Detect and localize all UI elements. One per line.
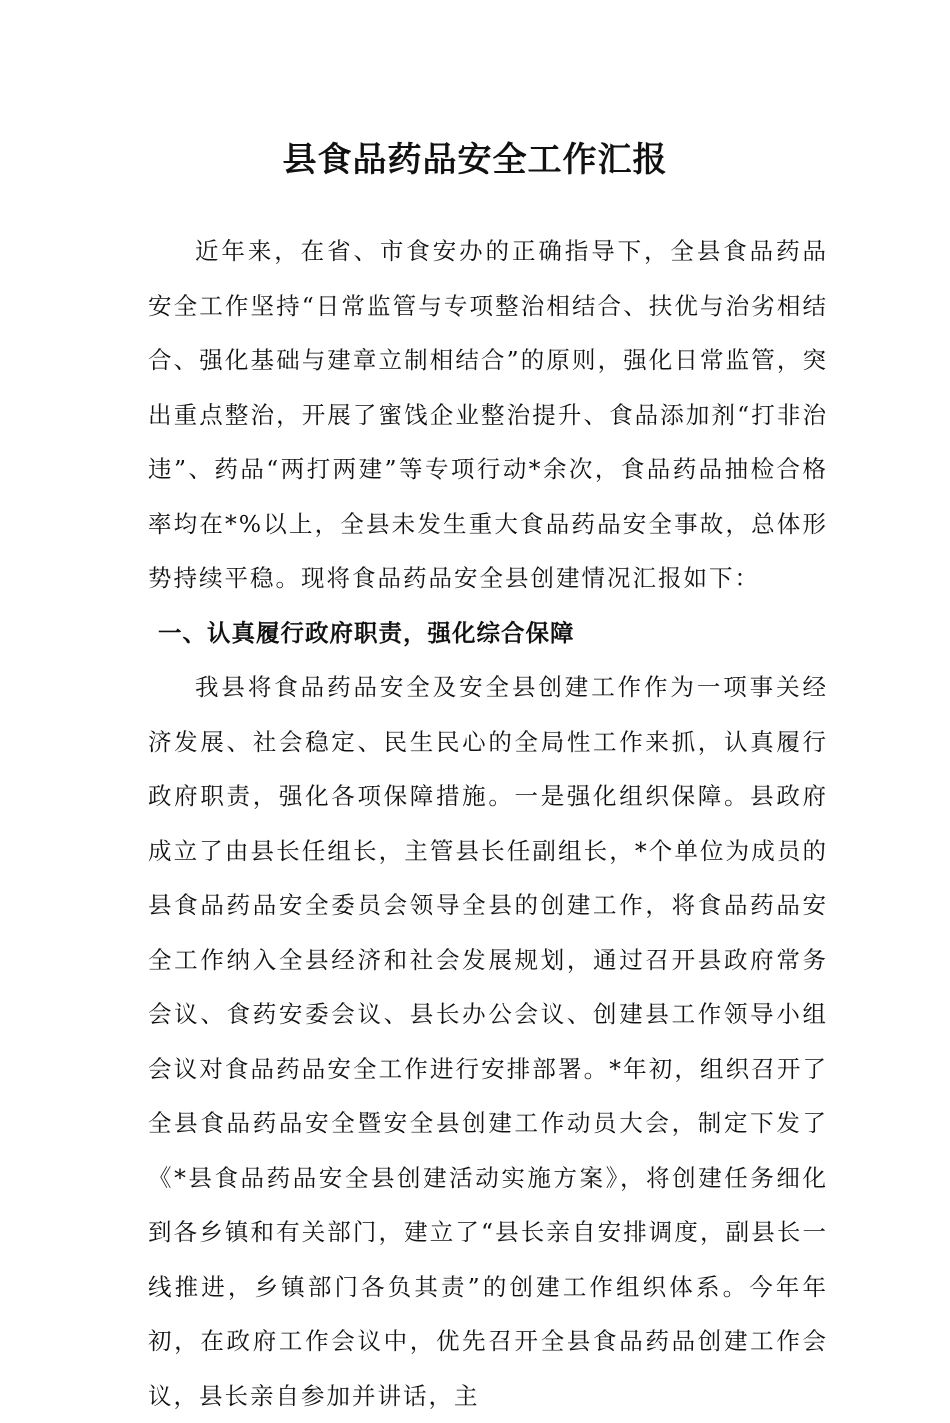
document-title: 县食品药品安全工作汇报 bbox=[282, 140, 668, 180]
section-1-heading: 一、认真履行政府职责，强化综合保障 bbox=[158, 618, 575, 647]
intro-paragraph: 近年来，在省、市食安办的正确指导下，全县食品药品安全工作坚持“日常监管与专项整治相结合、扶优与治劣相结合、强化基础与建章立制相结合”的原则，强化日常监管，突出重点整治，开展了蜜饯企业整治提升、食品添加剂“打非治违”、药品“两打两建”等专项行动*余次，食品药品抽检合格率均在*%以上，全县未发生重大食品药品安全事故，总体形势持续平稳。现将食品药品安全县创建情况汇报如下： bbox=[148, 237, 828, 592]
document-body bbox=[148, 224, 828, 1423]
section-1-paragraph: 我县将食品药品安全及安全县创建工作作为一项事关经济发展、社会稳定、民生民心的全局性工作来抓，认真履行政府职责，强化各项保障措施。一是强化组织保障。县政府成立了由县长任组长，主管县长任副组长，*个单位为成员的县食品药品安全委员会领导全县的创建工作，将食品药品安全工作纳入全县经济和社会发展规划，通过召开县政府常务会议、食药安委会议、县长办公会议、创建县工作领导小组会议对食品药品安全工作进行安排部署。*年初，组织召开了全县食品药品安全暨安全县创建工作动员大会，制定下发了《*县食品药品安全县创建活动实施方案》，将创建任务细化到各乡镇和有关部门，建立了“县长亲自安排调度，副县长一线推进，乡镇部门各负其责”的创建工作组织体系。今年年初，在政府工作会议中，优先召开全县食品药品创建工作会议，县长亲自参加并讲话，主 bbox=[148, 673, 828, 1410]
